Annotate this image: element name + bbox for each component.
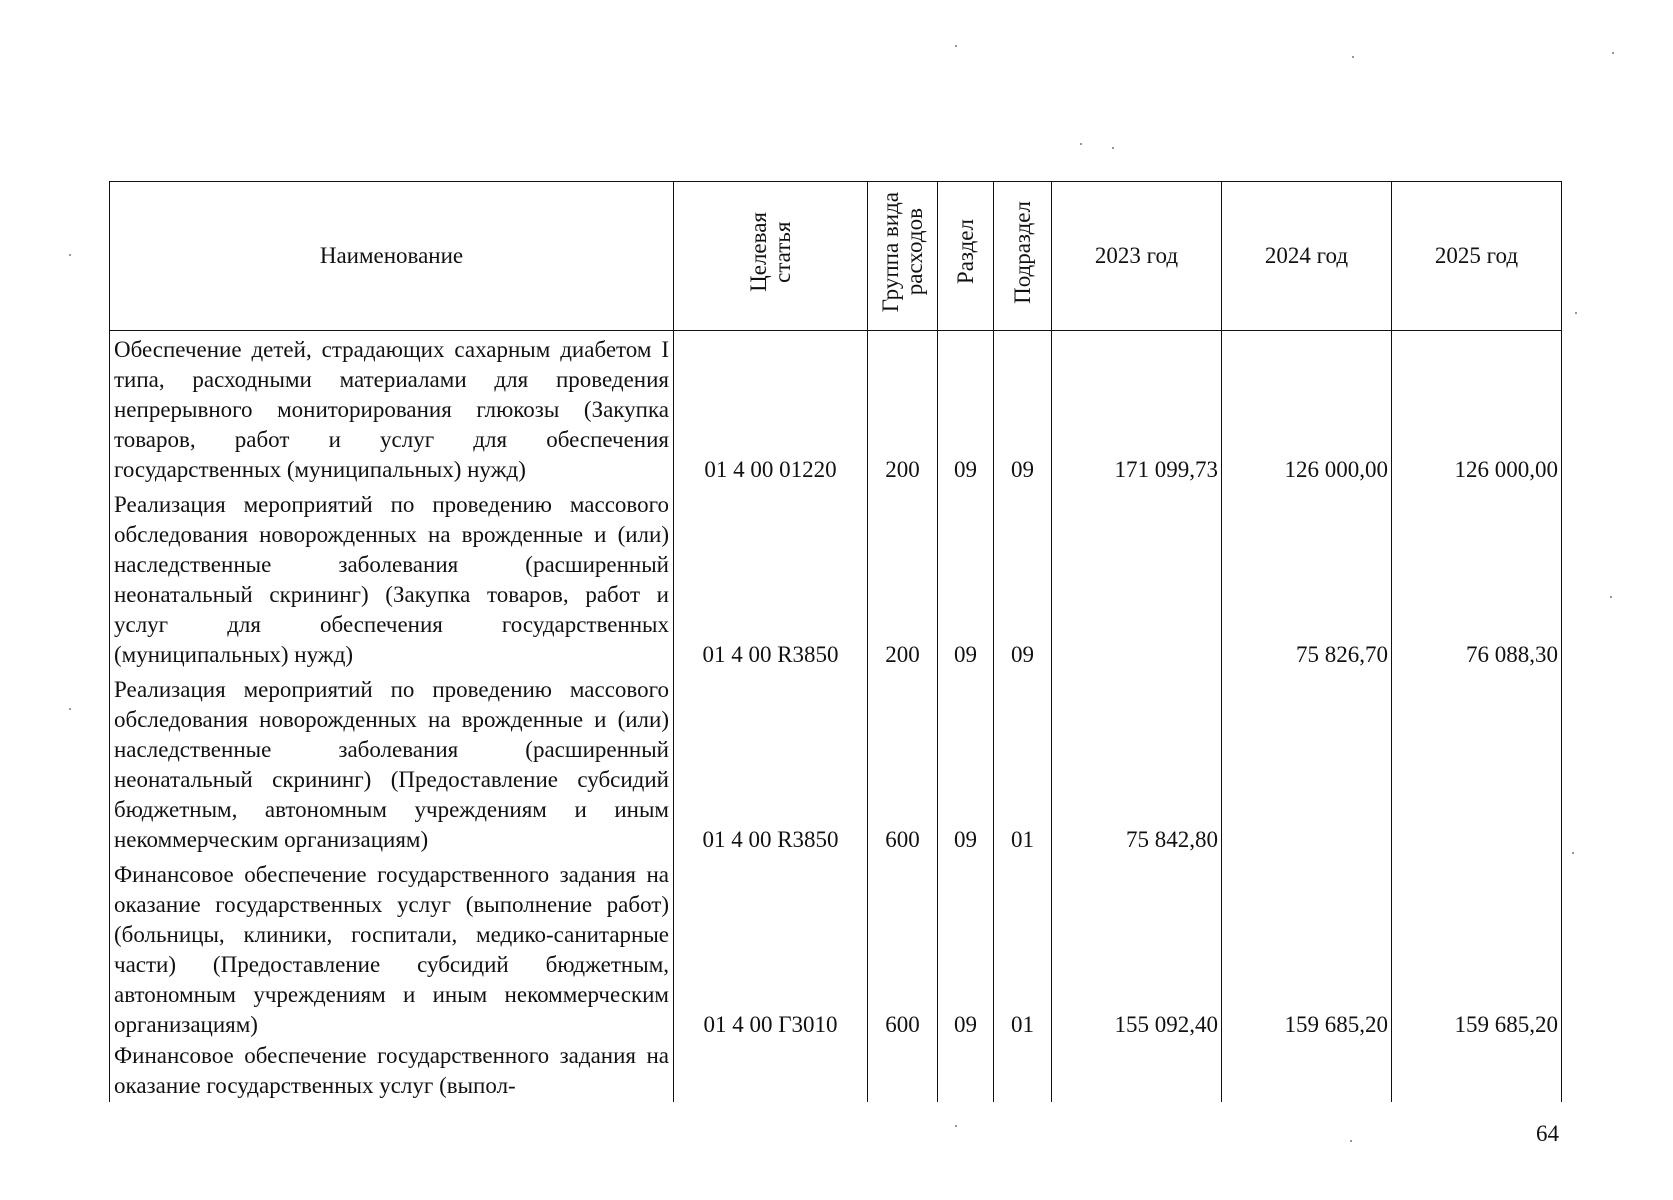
scan-speck [1575,312,1577,314]
row-amount-2024: 75 826,70 [1222,486,1392,671]
row-amount-2024 [1222,671,1392,856]
header-section: Раздел [938,182,994,331]
scan-speck [69,254,71,256]
page-number: 64 [1536,1121,1559,1146]
row-amount-2023 [1052,1041,1222,1102]
row-name: Реализация мероприятий по проведению массового обследования новорожденных на врожденные и (или) наследственные заболевания (расширенный неонатальный скрининг) (Предоставление субсидий бюджетным, автономным учреждениям и иным некоммерческим организациям) [110,671,674,856]
scan-speck [1612,52,1614,54]
row-amount-2025: 76 088,30 [1392,486,1562,671]
row-amount-2025 [1392,1041,1562,1102]
row-target-article [674,1041,868,1102]
row-amount-2024: 159 685,20 [1222,856,1392,1041]
row-subsection: 01 [994,856,1052,1041]
row-amount-2025: 159 685,20 [1392,856,1562,1041]
row-name: Обеспечение детей, страдающих сахарным диабетом I типа, расходными материалами для проведения непрерывного мониторирования глюкозы (Закупка товаров, работ и услуг для обеспечения государственных (муниципальных) нужд) [110,331,674,487]
row-expense-group: 200 [868,486,938,671]
row-subsection [994,1041,1052,1102]
header-year-2024: 2024 год [1222,182,1392,331]
scan-speck [1610,596,1612,598]
row-amount-2023 [1052,486,1222,671]
row-name: Реализация мероприятий по проведению массового обследования новорожденных на врожденные и (или) наследственные заболевания (расширенный неонатальный скрининг) (Закупка товаров, работ и услуг для обеспечения государственных (муниципальных) нужд) [110,486,674,671]
row-amount-2025 [1392,671,1562,856]
table-row [110,486,1562,671]
row-subsection: 09 [994,331,1052,487]
row-target-article: 01 4 00 Г3010 [674,856,868,1041]
table-row [110,331,1562,487]
row-target-article: 01 4 00 R3850 [674,486,868,671]
row-section: 09 [938,331,994,487]
header-subsection: Подраздел [994,182,1052,331]
header-target-article: Целевая статья [674,182,868,331]
row-section [938,1041,994,1102]
row-target-article: 01 4 00 01220 [674,331,868,487]
scan-speck [955,45,957,47]
row-expense-group [868,1041,938,1102]
row-expense-group: 600 [868,856,938,1041]
scan-speck [1080,143,1082,145]
header-year-2023: 2023 год [1052,182,1222,331]
header-year-2025: 2025 год [1392,182,1562,331]
row-name: Финансовое обеспечение государственного задания на оказание государственных услуг (выполнение работ) (больницы, клиники, госпитали, медико-санитарные части) (Предоставление субсидий бюджетным, автономным учреждениям и иным некоммерческим организациям) [110,856,674,1041]
row-amount-2023: 75 842,80 [1052,671,1222,856]
header-name: Наименование [110,182,674,331]
scan-speck [955,1125,957,1127]
scan-speck [1112,147,1114,149]
table-row [110,671,1562,856]
row-subsection: 01 [994,671,1052,856]
row-section: 09 [938,856,994,1041]
row-target-article: 01 4 00 R3850 [674,671,868,856]
table-header [110,182,1562,331]
table-row [110,856,1562,1041]
table-body [110,331,1562,1103]
row-amount-2023: 171 099,73 [1052,331,1222,487]
table-row [110,1041,1562,1102]
scan-speck [1352,56,1354,58]
row-section: 09 [938,671,994,856]
row-name: Финансовое обеспечение государственного задания на оказание государственных услуг (выпол- [110,1041,674,1102]
row-amount-2025: 126 000,00 [1392,331,1562,487]
row-amount-2024: 126 000,00 [1222,331,1392,487]
row-section: 09 [938,486,994,671]
budget-table [109,181,1562,1102]
row-amount-2023: 155 092,40 [1052,856,1222,1041]
scan-speck [69,708,71,710]
scan-speck [1572,852,1574,854]
row-subsection: 09 [994,486,1052,671]
header-expense-group: Группа вида расходов [868,182,938,331]
row-amount-2024 [1222,1041,1392,1102]
row-expense-group: 600 [868,671,938,856]
row-expense-group: 200 [868,331,938,487]
scan-speck [1350,1140,1352,1142]
